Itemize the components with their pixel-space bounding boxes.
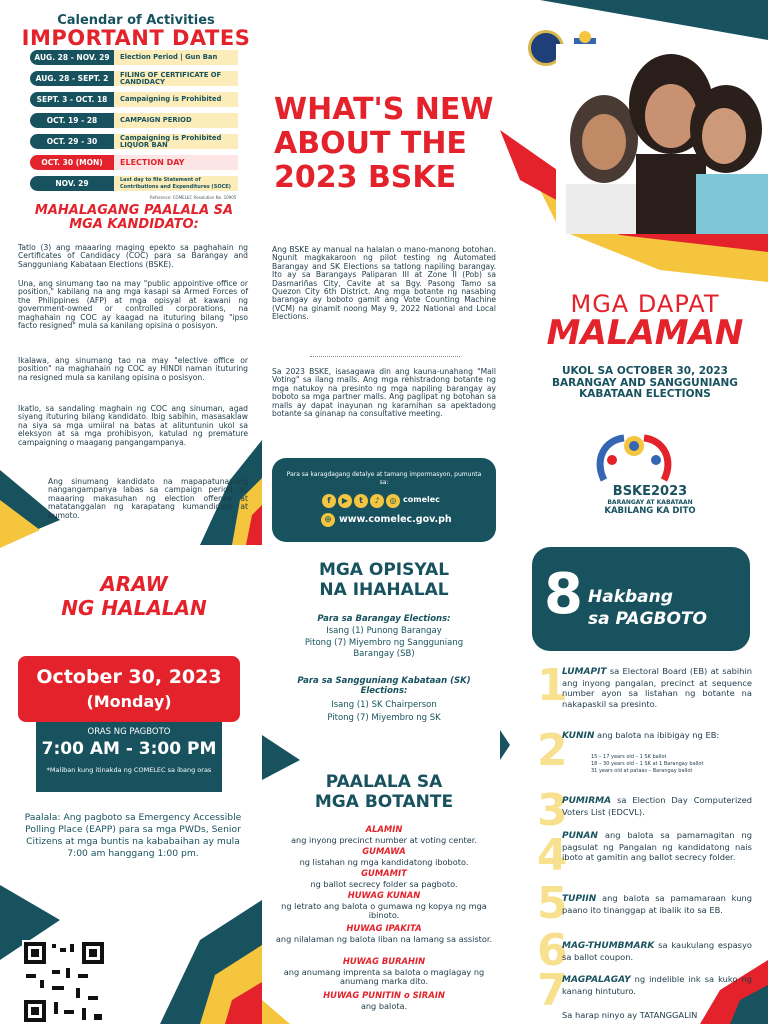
paalala-p1: Tatlo (3) ang maaaring maging epekto sa paghahain ng Certificates of Candidacy (COC) para sa Barangay and Sangguniang Kabataan Elections (BSKE). bbox=[18, 243, 248, 269]
step-number-icon: 3 bbox=[537, 785, 568, 836]
calendar-row bbox=[30, 50, 238, 65]
calendar-date: AUG. 28 - NOV. 29 bbox=[30, 50, 114, 65]
step-text: ang balota sa pamamaraan kung paano ito tinanggap at ibalik ito sa EB. bbox=[562, 893, 752, 915]
hakbang-title-2: sa PAGBOTO bbox=[588, 609, 707, 629]
ballot-age-2: 18 – 30 years old – 1 SK at 1 Barangay ballot bbox=[591, 761, 704, 767]
reminder-keyword: HUWAG BURAHIN bbox=[342, 956, 426, 966]
calendar-row bbox=[30, 92, 238, 107]
botante-line1: PAALALA SA bbox=[325, 772, 443, 792]
step-6 bbox=[562, 940, 752, 962]
step-keyword: Sa harap ninyo ay TATANGGALIN bbox=[562, 1010, 698, 1020]
reminder-text: ang balota. bbox=[360, 1001, 408, 1011]
more-info-box bbox=[272, 458, 496, 542]
calendar-reference: Reference: COMELEC Resolution No. 10905 bbox=[150, 195, 237, 200]
calendar-row bbox=[30, 71, 238, 86]
more-info-text: Para sa karagdagang detalye at tamang impormasyon, pumunta sa: bbox=[286, 471, 482, 486]
step-keyword: MAGPALAGAY bbox=[562, 975, 631, 985]
ballot-age-1: 15 – 17 years old – 1 SK ballot bbox=[591, 754, 667, 760]
whats-new-p2: Sa 2023 BSKE, isasagawa din ang kauna-unahang "Mall Voting" sa ilang malls. Ang mga rehistradong botante ng mga natukoy na presinto ng mga napiling barangay ay boboto sa mga partner malls. Ang paglipat ng botohan sa malls ay dapat inayunan ng karamihan sa apektadong botante sa ginanap na consultative meeting. bbox=[272, 367, 496, 419]
calendar-title: IMPORTANT DATES bbox=[21, 26, 251, 50]
step-keyword: LUMAPIT bbox=[562, 667, 607, 677]
calendar-event: CAMPAIGN PERIOD bbox=[114, 113, 238, 128]
step-number-icon: 5 bbox=[537, 878, 568, 929]
reminder-keyword: HUWAG KUNAN bbox=[347, 890, 421, 900]
voters-photo bbox=[556, 44, 768, 234]
eapp-note: Paalala: Ang pagboto sa Emergency Accessible Polling Place (EAPP) para sa mga PWDs, Senior Citizens at mga buntis na kababaihan ay mula 7:00 am hanggang 1:00 pm. bbox=[24, 812, 242, 859]
step-text: ang balota na ibibigay ng EB: bbox=[597, 730, 720, 740]
paalala-p2: Una, ang sinumang tao na may "public appointive office or position," kabilang na ang mga kasapi sa Armed Forces of the Philippines (AFP) at mga opisyal at kawani ng government-owned or controlled corporations, na maghahain ng COC ay kaagad na ituturing bilang "ipso facto resigned" mula sa kanilang opisina o posisyon. bbox=[18, 279, 248, 331]
step-text: ang balota sa pamamagitan ng pagsulat ng Pangalan ng kandidatong nais iboto at gamitin ang ballot secrecy folder. bbox=[562, 830, 752, 862]
instagram-icon[interactable]: ◎ bbox=[386, 494, 400, 508]
reminder-text: ang nilalaman ng balota liban na lamang sa assistor. bbox=[275, 934, 493, 944]
calendar-event: Campaigning is Prohibited bbox=[114, 92, 238, 107]
calendar-date: NOV. 29 bbox=[30, 176, 114, 191]
youtube-icon[interactable]: ▶ bbox=[338, 494, 352, 508]
step-text: sa kaukulang espasyo sa ballot coupon. bbox=[562, 940, 752, 962]
divider bbox=[310, 356, 460, 357]
barangay-official-2: Pitong (7) Miyembro ng Sangguniang Barangay (SB) bbox=[304, 638, 464, 659]
reminder-text: ang inyong precinct number at voting center. bbox=[291, 835, 477, 845]
araw-line2: NG HALALAN bbox=[61, 596, 207, 620]
barangay-elections-heading: Para sa Barangay Elections: bbox=[317, 614, 451, 624]
araw-ng-halalan-title bbox=[20, 572, 248, 620]
step-1 bbox=[562, 666, 752, 709]
globe-icon: ⊕ bbox=[321, 513, 335, 527]
paalala-kandidato-heading: MAHALAGANG PAALALA SA MGA KANDIDATO: bbox=[34, 203, 234, 232]
araw-line1: ARAW bbox=[100, 572, 168, 596]
paalala-p4: Ikatlo, sa sandaling maghain ng COC ang sinuman, agad siyang ituturing bilang kandidato. Ibig sabihin, masasaklaw na siya sa mga umiiral na batas at alituntunin ukol sa eleksyon at sa mga prohibisyon, katulad ng premature campaigning o maagang pangangampanya. bbox=[18, 404, 248, 447]
bske-logo-icon bbox=[584, 430, 684, 490]
step-number-icon: 2 bbox=[537, 725, 568, 776]
paalala-p5: Ang sinumang kandidato na mapapatunayang nangangampanya labas sa campaign period ay maaaring makasuhan ng election offense at matatanggalan ng karapatang kumandidato at bumoto. bbox=[48, 477, 248, 520]
botante-line2: MGA BOTANTE bbox=[314, 792, 454, 812]
calendar-event: ELECTION DAY bbox=[114, 155, 238, 170]
reminder-text: ng listahan ng mga kandidatong iboboto. bbox=[299, 857, 469, 867]
twitter-icon[interactable]: t bbox=[354, 494, 368, 508]
step-3 bbox=[562, 795, 752, 817]
calendar-row bbox=[30, 113, 238, 128]
mga-dapat-title: MGA DAPAT bbox=[570, 290, 720, 318]
calendar-subtitle: Calendar of Activities bbox=[57, 13, 215, 28]
social-handle[interactable]: comelec bbox=[403, 495, 440, 504]
step-8 bbox=[562, 1010, 752, 1021]
calendar-event: Election Period | Gun Ban bbox=[114, 50, 238, 65]
step-2 bbox=[562, 730, 752, 742]
calendar-event: Campaigning is Prohibited LIQUOR BAN bbox=[114, 134, 238, 149]
whats-new-p1: Ang BSKE ay manual na halalan o mano-manong botohan. Ngunit magkakaroon ng pilot testing ng Automated Barangay and SK Elections sa tatlong napiling barangay. Ito ay sa Barangays Paliparan III at Zone II (Pob) sa Dasmariñas City, Cavite at sa Bgy. Pasong Tamo sa Quezon City 6th District. Ang mga botante ng nasabing barangay ay boboto gamit ang Vote Counting Machine (VCM) na ginamit noong May 9, 2022 National and Local Elections. bbox=[272, 245, 496, 322]
reminder-keyword: GUMAWA bbox=[362, 846, 406, 856]
calendar-date: AUG. 28 - SEPT. 2 bbox=[30, 71, 114, 86]
calendar-date: OCT. 29 - 30 bbox=[30, 134, 114, 149]
bske-tagline-2: KABILANG KA DITO bbox=[604, 506, 696, 516]
calendar-date: OCT. 19 - 28 bbox=[30, 113, 114, 128]
sk-elections-heading: Para sa Sangguniang Kabataan (SK) Elections: bbox=[297, 676, 471, 696]
calendar-row bbox=[30, 176, 238, 191]
step-4 bbox=[562, 830, 752, 863]
tiktok-icon[interactable]: ♪ bbox=[370, 494, 384, 508]
step-keyword: KUNIN bbox=[562, 731, 595, 741]
step-number-icon: 1 bbox=[537, 660, 568, 711]
barangay-official-1: Isang (1) Punong Barangay bbox=[326, 626, 442, 636]
voting-hours: 7:00 AM - 3:00 PM bbox=[41, 739, 217, 759]
calendar-row-election-day bbox=[30, 155, 238, 170]
paalala-p3: Ikalawa, ang sinumang tao na may "elective office or position" na maghahain ng COC ay HINDI naman ituturing na resigned mula sa kanilang opisina o posisyon. bbox=[18, 356, 248, 382]
bske-tagline-1: BARANGAY AT KABATAAN bbox=[607, 499, 693, 506]
opisyal-line2: NA IHAHALAL bbox=[319, 580, 449, 600]
step-5 bbox=[562, 893, 752, 915]
step-text: sa Election Day Computerized Voters List (EDCVL). bbox=[562, 795, 753, 817]
reminder-text: ng ballot secrecy folder sa pagboto. bbox=[310, 879, 458, 889]
reminder-keyword: HUWAG PUNITIN o SIRAIN bbox=[323, 990, 445, 1000]
calendar-event: FILING OF CERTIFICATE OF CANDIDACY bbox=[114, 71, 238, 86]
step-text: ng indelible ink sa kuko ng kanang hintuturo. bbox=[562, 974, 752, 996]
qr-code-icon[interactable] bbox=[22, 940, 106, 1024]
botante-title bbox=[272, 772, 496, 812]
step-number-icon: 4 bbox=[537, 830, 568, 881]
website-link[interactable]: www.comelec.gov.ph bbox=[339, 514, 452, 525]
hakbang-title-1: Hakbang bbox=[588, 587, 673, 607]
sk-official-2: Pitong (7) Miyembro ng SK bbox=[327, 713, 441, 723]
calendar-date: OCT. 30 (MON) bbox=[30, 155, 114, 170]
ukol-subtitle: UKOL SA OCTOBER 30, 2023 BARANGAY AND SANGGUNIANG KABATAAN ELECTIONS bbox=[552, 365, 738, 400]
reminder-keyword: HUWAG IPAKITA bbox=[346, 923, 422, 933]
step-keyword: TUPIIN bbox=[562, 894, 597, 904]
facebook-icon[interactable]: f bbox=[322, 494, 336, 508]
voting-hours-box bbox=[36, 722, 222, 792]
sk-official-1: Isang (1) SK Chairperson bbox=[331, 700, 437, 710]
opisyal-line1: MGA OPISYAL bbox=[318, 560, 450, 580]
election-day: (Monday) bbox=[86, 692, 172, 711]
calendar-row bbox=[30, 134, 238, 149]
step-7 bbox=[562, 974, 752, 996]
step-number-icon: 7 bbox=[537, 965, 568, 1016]
reminder-text: ang anumang imprenta sa balota o maglagay ng anumang marka dito. bbox=[283, 967, 485, 986]
ballot-age-3: 31 years old at pataas – Barangay ballot bbox=[591, 768, 693, 774]
calendar-event: Last day to file Statement of Contributions and Expenditures (SOCE) bbox=[114, 176, 238, 191]
reminder-text: ng letrato ang balota o gumawa ng kopya ng mga ibinoto. bbox=[281, 901, 487, 920]
malaman-title: MALAMAN bbox=[546, 313, 744, 353]
voting-hours-note: *Maliban kung itinakda ng COMELEC sa ibang oras bbox=[46, 766, 212, 774]
oras-label: ORAS NG PAGBOTO bbox=[87, 727, 171, 737]
reminder-keyword: GUMAMIT bbox=[361, 868, 407, 878]
hakbang-box bbox=[532, 547, 750, 651]
hakbang-number: 8 bbox=[544, 562, 583, 627]
calendar-date: SEPT. 3 - OCT. 18 bbox=[30, 92, 114, 107]
reminder-keyword: ALAMIN bbox=[365, 824, 403, 834]
step-keyword: PUMIRMA bbox=[562, 796, 612, 806]
whats-new-title: WHAT'S NEW ABOUT THE 2023 BSKE bbox=[274, 92, 494, 195]
step-text: sa Electoral Board (EB) at sabihin ang inyong pangalan, precinct at sequence number ayon sa listahan ng botante na nakapaskil sa presinto. bbox=[562, 666, 752, 709]
election-date: October 30, 2023 bbox=[36, 666, 222, 688]
opisyal-title bbox=[272, 560, 496, 600]
step-keyword: PUNAN bbox=[562, 831, 598, 841]
election-date-box bbox=[18, 656, 240, 722]
step-number-icon: 6 bbox=[537, 925, 568, 976]
step-keyword: MAG-THUMBMARK bbox=[562, 941, 655, 951]
bske-name: BSKE2023 bbox=[612, 484, 688, 499]
